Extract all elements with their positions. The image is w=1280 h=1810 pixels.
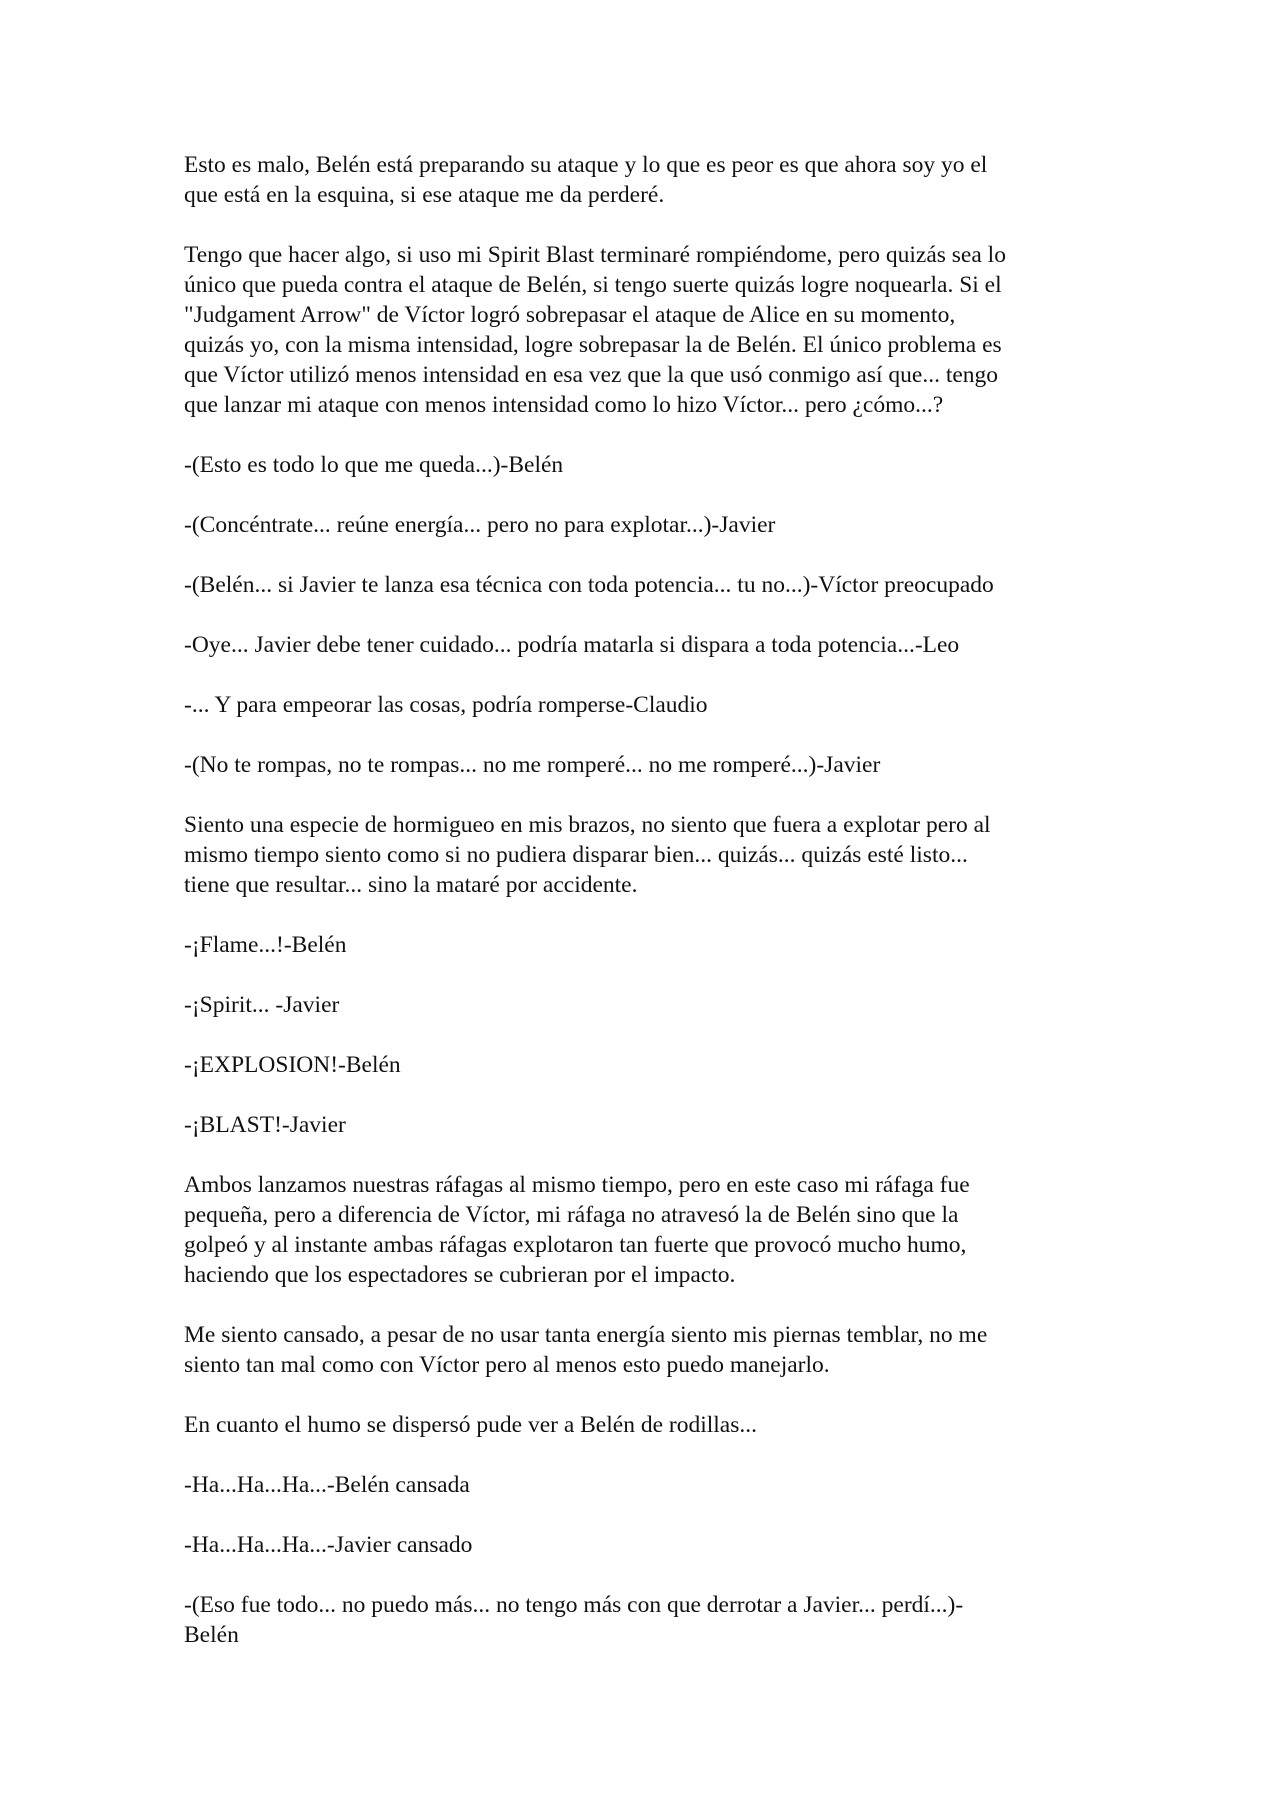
paragraph-11: -¡Spirit... -Javier — [184, 992, 340, 1018]
paragraph-2: Tengo que hacer algo, si uso mi Spirit Blast terminaré rompiéndome, pero quizás sea lo único que pueda contra el ataque de Belén, si tengo suerte quizás logre noquearla. Si el "Judgament Arrow" de Víctor logró sobrepasar el ataque de Alice en su momento, quizás yo, con la misma intensidad, logre sobrepasar la de Belén. El único problema es que Víctor utilizó menos intensidad en esa vez que la que usó conmigo así que... tengo que lanzar mi ataque con menos intensidad como lo hizo Víctor... pero ¿cómo...? — [184, 242, 1006, 418]
paragraph-8: -(No te rompas, no te rompas... no me romperé... no me romperé...)-Javier — [184, 752, 881, 778]
paragraph-9: Siento una especie de hormigueo en mis brazos, no siento que fuera a explotar pero al mismo tiempo siento como si no pudiera disparar bien... quizás... quizás esté listo... tiene que resultar... sino la mataré por accidente. — [184, 812, 991, 898]
paragraph-4: -(Concéntrate... reúne energía... pero no para explotar...)-Javier — [184, 512, 776, 538]
document-page — [184, 150, 1104, 1680]
paragraph-14: Ambos lanzamos nuestras ráfagas al mismo tiempo, pero en este caso mi ráfaga fue pequeña, pero a diferencia de Víctor, mi ráfaga no atravesó la de Belén sino que la golpeó y al instante ambas ráfagas explotaron tan fuerte que provocó mucho humo, haciendo que los espectadores se cubrieran por el impacto. — [184, 1172, 970, 1288]
paragraph-15: Me siento cansado, a pesar de no usar tanta energía siento mis piernas temblar, no me siento tan mal como con Víctor pero al menos esto puedo manejarlo. — [184, 1322, 988, 1378]
paragraph-7: -... Y para empeorar las cosas, podría romperse-Claudio — [184, 692, 708, 718]
paragraph-10: -¡Flame...!-Belén — [184, 932, 347, 958]
paragraph-12: -¡EXPLOSION!-Belén — [184, 1052, 401, 1078]
paragraph-19: -(Eso fue todo... no puedo más... no tengo más con que derrotar a Javier... perdí...)- Belén — [184, 1592, 964, 1648]
paragraph-3: -(Esto es todo lo que me queda...)-Belén — [184, 452, 564, 478]
paragraph-13: -¡BLAST!-Javier — [184, 1112, 346, 1138]
paragraph-6: -Oye... Javier debe tener cuidado... podría matarla si dispara a toda potencia...-Leo — [184, 632, 960, 658]
paragraph-18: -Ha...Ha...Ha...-Javier cansado — [184, 1532, 473, 1558]
paragraph-5: -(Belén... si Javier te lanza esa técnica con toda potencia... tu no...)-Víctor preocupado — [184, 572, 994, 598]
paragraph-17: -Ha...Ha...Ha...-Belén cansada — [184, 1472, 470, 1498]
paragraph-16: En cuanto el humo se dispersó pude ver a Belén de rodillas... — [184, 1412, 757, 1438]
paragraph-1: Esto es malo, Belén está preparando su ataque y lo que es peor es que ahora soy yo el que está en la esquina, si ese ataque me da perderé. — [184, 152, 988, 208]
